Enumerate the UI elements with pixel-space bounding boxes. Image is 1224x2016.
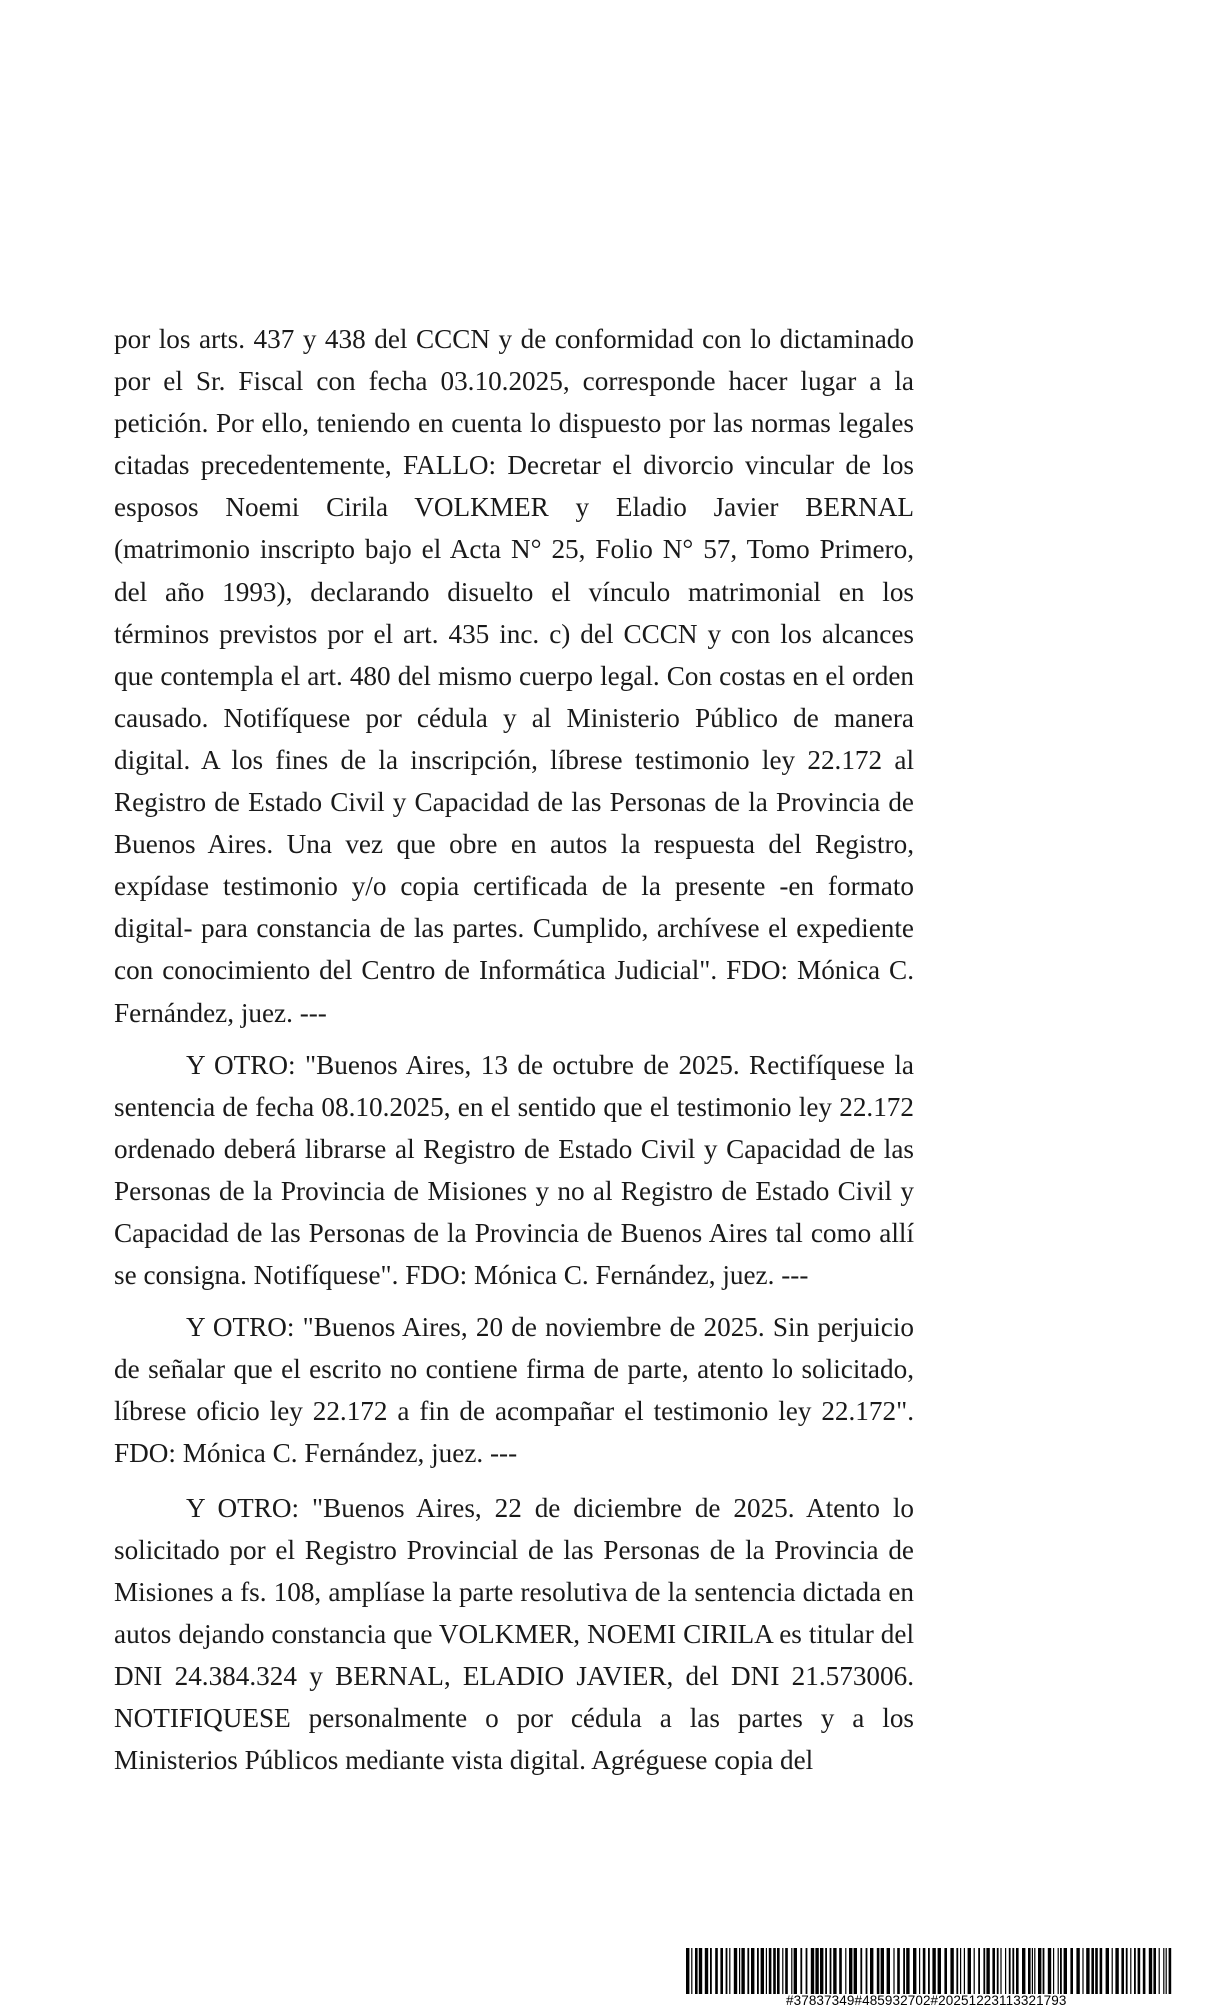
paragraph-order-december: Y OTRO: "Buenos Aires, 22 de diciembre de 2025. Atento lo solicitado por el Registro Provincial de las Personas de la Provincia de Misiones a fs. 108, amplíase la parte resolutiva de la sentencia dictada en autos dejando constancia que VOLKMER, NOEMI CIRILA es titular del DNI 24.384.324 y BERNAL, ELADIO JAVIER, del DNI 21.573006. NOTIFIQUESE personalmente o por cédula a las partes y a los Ministerios Públicos mediante vista digital. Agréguese copia del	[114, 1492, 914, 1776]
paragraph-rectification-october: Y OTRO: "Buenos Aires, 13 de octubre de 2025. Rectifíquese la sentencia de fecha 08.10.2025, en el sentido que el testimonio ley 22.172 ordenado deberá librarse al Registro de Estado Civil y Capacidad de las Personas de la Provincia de Misiones y no al Registro de Estado Civil y Capacidad de las Personas de la Provincia de Buenos Aires tal como allí se consigna. Notifíquese". FDO: Mónica C. Fernández, juez. ---	[114, 1049, 914, 1291]
barcode-text: #37837349#485932702#20251223113321793	[786, 1993, 1067, 2008]
paragraph-order-november: Y OTRO: "Buenos Aires, 20 de noviembre de 2025. Sin perjuicio de señalar que el escrito no contiene firma de parte, atento lo solicitado, líbrese oficio ley 22.172 a fin de acompañar el testimonio ley 22.172". FDO: Mónica C. Fernández, juez. ---	[114, 1312, 914, 1469]
document-barcode	[686, 1948, 1172, 2010]
barcode-icon	[686, 1948, 1172, 1994]
paragraph-sentence-continuation: por los arts. 437 y 438 del CCCN y de conformidad con lo dictaminado por el Sr. Fiscal con fecha 03.10.2025, corresponde hacer lugar a la petición. Por ello, teniendo en cuenta lo dispuesto por las normas legales citadas precedentemente, FALLO: Decretar el divorcio vincular de los esposos Noemi Cirila VOLKMER y Eladio Javier BERNAL (matrimonio inscripto bajo el Acta N° 25, Folio N° 57, Tomo Primero, del año 1993), declarando disuelto el vínculo matrimonial en los términos previstos por el art. 435 inc. c) del CCCN y con los alcances que contempla el art. 480 del mismo cuerpo legal. Con costas en el orden causado. Notifíquese por cédula y al Ministerio Público de manera digital. A los fines de la inscripción, líbrese testimonio ley 22.172 al Registro de Estado Civil y Capacidad de las Personas de la Provincia de Buenos Aires. Una vez que obre en autos la respuesta del Registro, expídase testimonio y/o copia certificada de la presente -en formato digital- para constancia de las partes. Cumplido, archívese el expediente con conocimiento del Centro de Informática Judicial". FDO: Mónica C. Fernández, juez. ---	[114, 324, 914, 1028]
document-body	[114, 318, 914, 1781]
